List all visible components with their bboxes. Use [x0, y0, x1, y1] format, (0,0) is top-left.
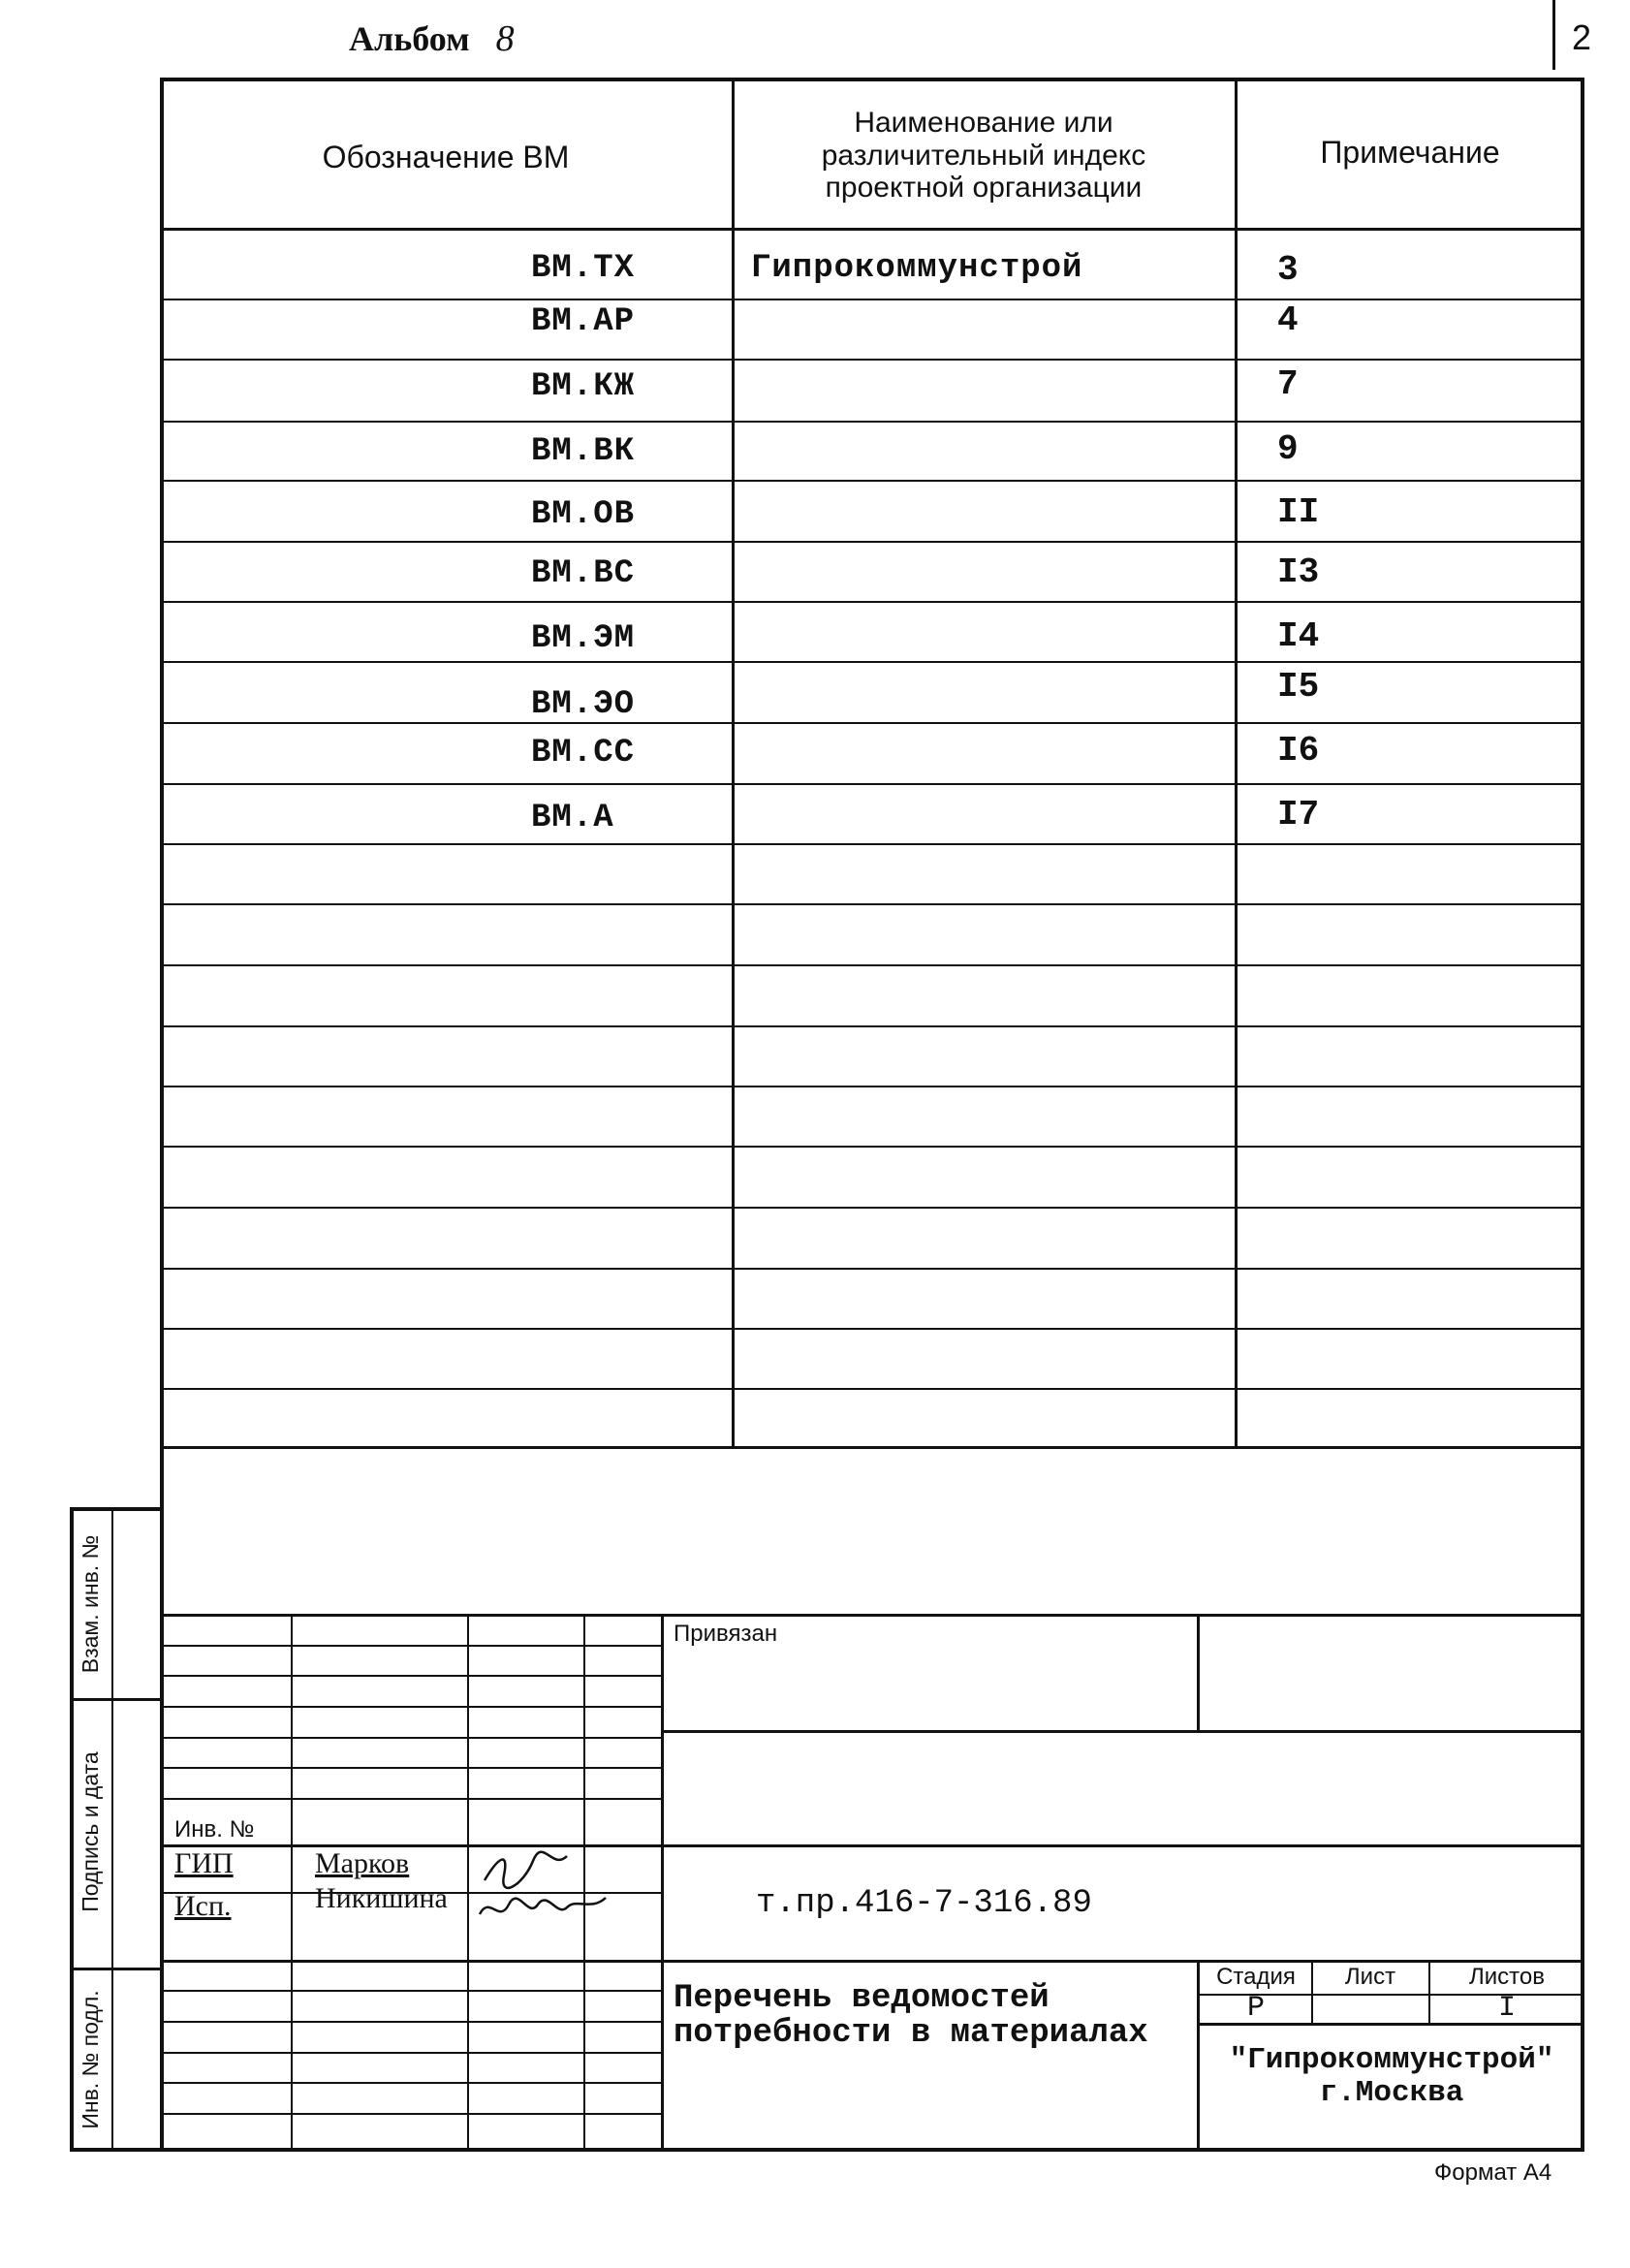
col-header-note: Примечание [1320, 135, 1500, 170]
header-bottom-line [160, 228, 1584, 231]
doc-code: т.пр.416-7-316.89 [756, 1885, 1092, 1922]
isp-name: Никишина [315, 1882, 448, 1914]
row-code: ВМ.ВС [531, 555, 636, 592]
row-code: ВМ.ЭМ [531, 620, 636, 657]
album-number: 8 [495, 18, 515, 59]
col-header-name: Наименование или различительный индекс проектной организации [821, 107, 1146, 205]
row-code: ВМ.ОВ [531, 496, 636, 533]
row-org: Гипрокоммунстрой [751, 250, 1083, 287]
title-block-top [160, 1614, 1584, 1617]
org-city: г.Москва [1319, 2076, 1464, 2110]
row-code: ВМ.СС [531, 735, 636, 772]
row-note: I5 [1277, 667, 1320, 707]
row-code: ВМ.ТХ [531, 250, 636, 287]
sheets-value: I [1497, 1992, 1516, 2025]
col-divider-2 [1235, 78, 1238, 1446]
col-header-designation: Обозначение ВМ [322, 140, 570, 174]
row-note: I6 [1277, 731, 1320, 771]
row-note: I4 [1277, 616, 1320, 656]
signature-nikishina [475, 1890, 611, 1929]
isp-role: Исп. [174, 1890, 232, 1922]
sheet-frame [160, 78, 1584, 2152]
format-label: Формат А4 [1434, 2159, 1552, 2186]
page-number-divider [1552, 0, 1555, 70]
side-stamp-podpis: Подпись и дата [78, 1751, 103, 1912]
side-stamp-inv: Инв. № подл. [78, 1990, 103, 2129]
album-label-text: Альбом [349, 19, 470, 58]
gip-name: Марков [315, 1847, 410, 1879]
row-note: 9 [1277, 429, 1299, 469]
side-stamp-divider [111, 1507, 113, 2152]
row-code: ВМ.КЖ [531, 368, 636, 405]
page-number: 2 [1572, 17, 1592, 57]
row-code: ВМ.ЭО [531, 686, 636, 723]
doc-title: Перечень ведомостей потребности в материалах [674, 1980, 1148, 2052]
row-code: ВМ.АР [531, 303, 636, 340]
gip-role: ГИП [174, 1847, 234, 1879]
row-note: 4 [1277, 300, 1299, 340]
row-code: ВМ.А [531, 800, 614, 836]
row-note: I3 [1277, 552, 1320, 592]
side-stamp-vzam: Взам. инв. № [78, 1534, 103, 1674]
row-note: I7 [1277, 795, 1320, 835]
row-code: ВМ.ВК [531, 433, 636, 470]
title-block-divider [661, 1614, 664, 2152]
row-note: II [1277, 492, 1320, 532]
album-label [349, 17, 515, 60]
stage-label: Стадия [1216, 1964, 1296, 1990]
org-name: "Гипрокоммунстрой" [1229, 2043, 1554, 2077]
signature-markov [480, 1846, 586, 1890]
row-note: 7 [1277, 364, 1299, 404]
stage-value: Р [1246, 1992, 1265, 2025]
row-note: 3 [1277, 250, 1299, 290]
col-divider-1 [732, 78, 735, 1446]
privyazan-label: Привязан [674, 1621, 778, 1647]
sheet-label: Лист [1344, 1964, 1396, 1990]
inv-no-label: Инв. № [174, 1816, 255, 1843]
sheets-label: Листов [1469, 1964, 1545, 1990]
